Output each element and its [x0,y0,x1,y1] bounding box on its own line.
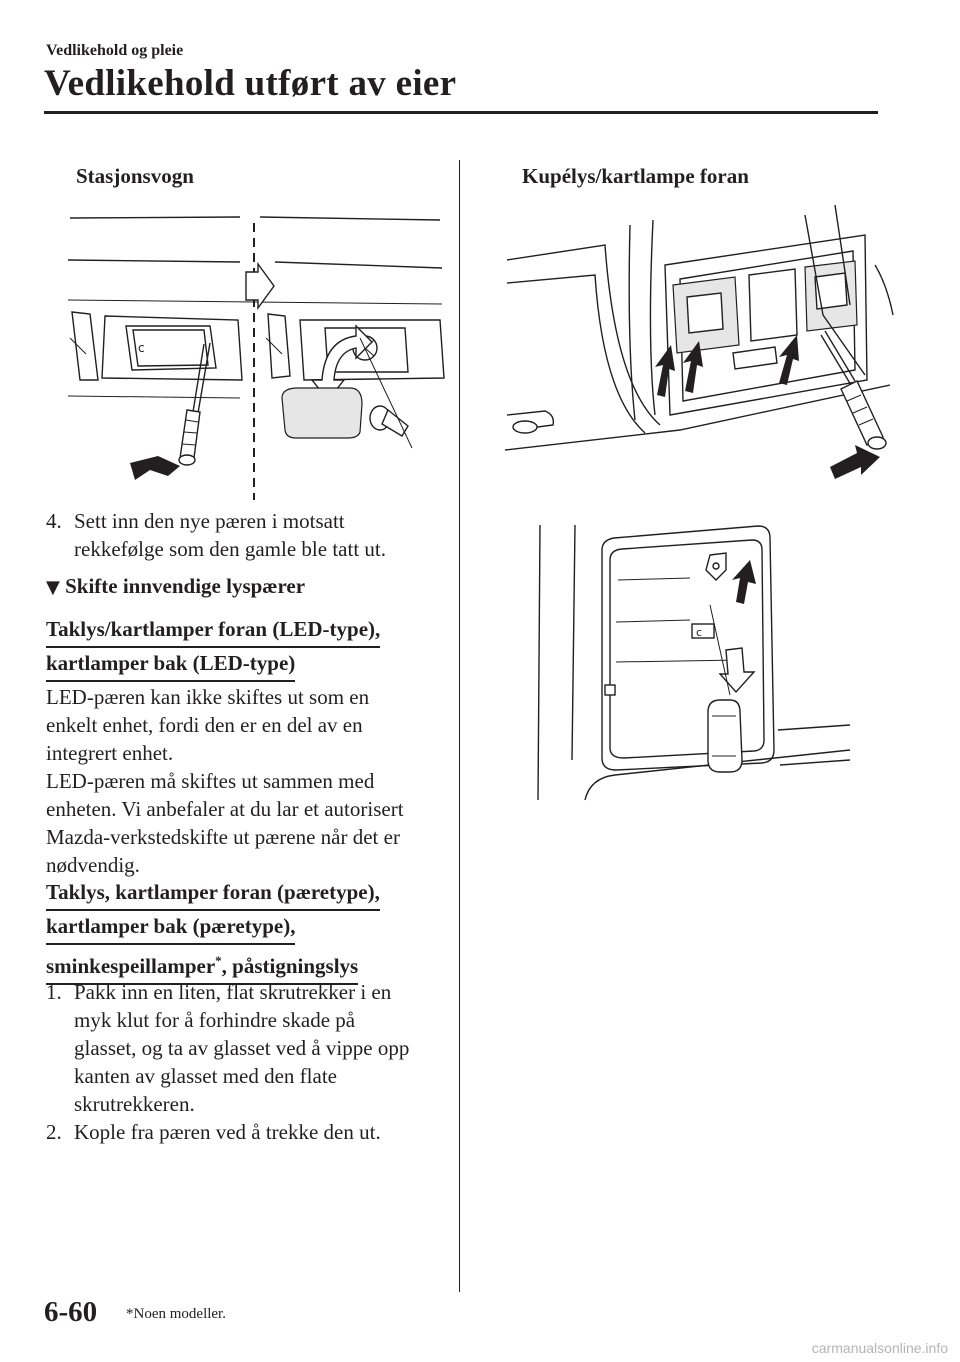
step-4 [46,507,406,563]
svg-text:c: c [696,626,703,639]
subheading-bulb-line1: Taklys, kartlamper foran (pæretype), [46,877,380,911]
step-4-number: 4. [46,509,62,533]
paragraph-led-2: LED-pæren må skiftes ut sammen med enheten. Vi anbefaler at du lar et autorisert Mazda-verkstedskifte ut pærene når det er nødvendig. [46,769,404,877]
subheading-bulb-line2: kartlamper bak (pæretype), [46,911,295,945]
subheading-bulb-line3b: , påstigningslys [221,954,359,978]
asterisk: * [215,953,222,968]
footnote: *Noen modeller. [126,1306,226,1322]
step-2 [46,1118,418,1146]
illustration-map-lamp-removal [505,205,895,490]
paragraph-led-1: LED-pæren kan ikke skiftes ut som en enkelt enhet, fordi den er en del av en integrert enhet. [46,685,370,765]
section-label: Vedlikehold og pleie [46,42,184,59]
step-2-text: Kople fra pæren ved å trekke den ut. [74,1120,381,1144]
column-divider [459,160,460,1292]
illustration-bulb-removal [530,520,860,805]
illustration-license-lamp [60,208,450,503]
section-heading [46,574,305,599]
step-1 [46,978,418,1118]
page-number: 6-60 [44,1296,98,1328]
subheading-bulb-line3a: sminkespeillamper [46,954,216,978]
step-1-text: Pakk inn en liten, flat skrutrekker i en myk klut for å forhindre skade på glasset, og ta av glasset ved å vippe opp kanten av glasset med den flate skrutrekkeren. [74,980,410,1116]
figure-caption-kupelys: Kupélys/kartlampe foran [522,164,749,188]
subheading-led-line2: kartlamper bak (LED-type) [46,648,295,682]
svg-text:c: c [138,341,145,355]
step-1-number: 1. [46,980,62,1004]
figure-caption-stasjonsvogn: Stasjonsvogn [76,164,194,188]
title-rule [44,111,878,114]
subheading-led-type [46,614,380,682]
subheading-led-line1: Taklys/kartlamper foran (LED-type), [46,614,380,648]
step-4-text: Sett inn den nye pæren i motsatt rekkefølge som den gamle ble tatt ut. [74,509,386,561]
page-title: Vedlikehold utført av eier [44,63,457,104]
step-2-number: 2. [46,1120,62,1144]
triangle-icon: ▼ [46,577,60,598]
subheading-bulb-type [46,877,380,985]
section-heading-text: Skifte innvendige lyspærer [65,574,306,598]
watermark: carmanualsonline.info [811,1340,948,1356]
